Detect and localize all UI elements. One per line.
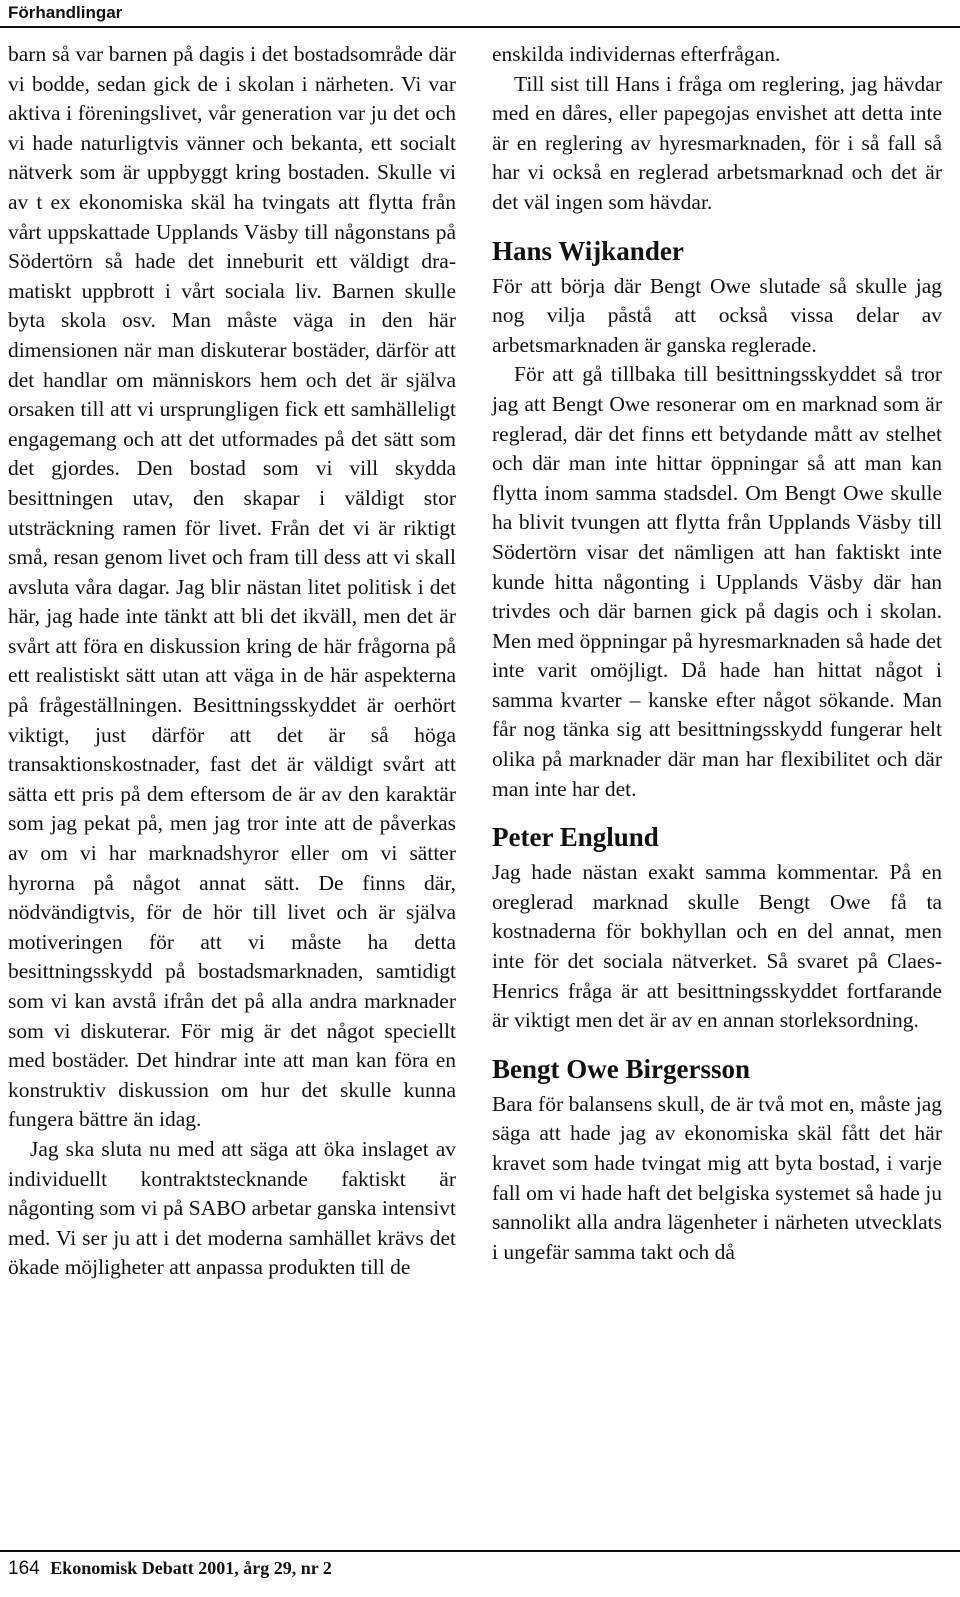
page-footer [0, 1550, 960, 1580]
body-paragraph: Bara för balansens skull, de är två mot en, måste jag säga att hade jag av ekonomiska skäl fått det här kravet som hade tvingat mig att byta bostad, i varje fall om vi hade haft det belgiska systemet så hade ju sannolikt alla andra lägenheter i närheten utvecklats i ungefär samma takt och då [492, 1091, 942, 1264]
left-column [8, 40, 456, 1283]
body-paragraph: Jag ska sluta nu med att säga att öka inslaget av individuellt kontraktstecknande faktiskt är någonting som vi på SABO arbetar ganska intensivt med. Vi ser ju att i det moderna samhället krävs det ökade möjligheter att anpassa produkten till de [8, 1136, 456, 1280]
body-paragraph: enskilda individernas efterfrågan. [492, 42, 781, 66]
body-paragraph: Jag hade nästan exakt samma kommentar. På en oreglerad marknad skulle Bengt Owe få ta kostnaderna för bokhyllan och en del annat, men inte för det sociala nätverket. Så svaret på Claes-Henrics fråga är att besittningsskyddet fortfarande är viktigt men det är av en annan storleksordning. [492, 860, 942, 1033]
body-paragraph: För att börja där Bengt Owe slutade så skulle jag nog vilja påstå att också vissa delar av arbetsmarknaden är ganska reglerade. [492, 273, 942, 357]
body-paragraph: barn så var barnen på dagis i det bostadsområde där vi bodde, sedan gick de i skolan i närheten. Vi var aktiva i föreningslivet, vår generation var ju det och vi hade naturligtvis vänner och bekanta, ett socialt nätverk som är uppbyggt kring bostaden. Skulle vi av t ex ekonomiska skäl ha tvingats att flytta från vårt uppskattade Upplands Väsby till någonstans på Södertörn så hade det inneburit ett väldigt dramatiskt uppbrott i vårt sociala liv. Barnen skulle byta skola osv. Man måste väga in den här dimensionen när man diskuterar bostäder, därför att det handlar om människors hem och det är själva orsaken till att vi ursprungligen fick ett samhälleligt engagemang och att det utformades på det sätt som det gjordes. Den bostad som vi vill skydda besittningen utav, den skapar i väldigt stor utsträckning ramen för livet. Från det vi är riktigt små, resan genom livet och fram till dess att vi skall avsluta våra dagar. Jag blir nästan litet politisk i det här, jag hade inte tänkt att bli det ikväll, men det är svårt att föra en diskussion kring de här frågorna på ett realistiskt sätt utan att väga in de här aspekterna på frågeställningen. Besittningsskyddet är oerhört viktigt, just därför att det är så höga transaktionskostnader, fast det är väldigt svårt att sätta ett pris på dem eftersom de är av den karaktär som jag pekat på, men jag tror inte att de påverkas av om vi har marknadshyror eller om vi sätter hyrorna på något annat sätt. De finns där, nödvändigtvis, för de hör till livet och är själva motiveringen för att vi måste ha detta besittningsskydd på bostadsmarknaden, samtidigt som vi kan avstå ifrån det på alla andra marknader som vi diskuterar. För mig är det något speciellt med bostäder. Det hindrar inte att man kan föra en konstruktiv diskussion om hur det skulle kunna fungera bättre än idag. [8, 42, 456, 1132]
speaker-heading: Peter Englund [492, 822, 659, 853]
page-number: 164 [8, 1558, 40, 1579]
speaker-heading: Hans Wijkander [492, 235, 684, 266]
journal-citation: Ekonomisk Debatt 2001, årg 29, nr 2 [50, 1558, 332, 1578]
body-paragraph: För att gå tillbaka till besittningsskyddet så tror jag att Bengt Owe resonerar om en marknad som är reglerad, där det finns ett betydande mått av stelhet och där man inte hittar öppningar så att man kan flytta inom samma stadsdel. Om Bengt Owe skulle ha blivit tvungen att flytta från Upplands Väsby till Södertörn visar det nämligen att han faktiskt inte kunde hitta någonting i Upplands Väsby där han trivdes och där barnen gick på dagis och i skolan. Men med öppningar på hyresmarknaden så hade det inte varit omöjligt. Då hade han hittat något i samma kvarter – kanske efter något sökande. Man får nog tänka sig att besittningsskydd fungerar helt olika på marknader där man har flexibilitet och där man inte har det. [492, 362, 942, 801]
body-paragraph: Till sist till Hans i fråga om reglering, jag hävdar med en dåres, eller papegojas envishet att detta inte är en reglering av hyresmarknaden, för i så fall så har vi också en reglerad arbetsmarknad och det är det väl ingen som hävdar. [492, 71, 942, 214]
speaker-heading: Bengt Owe Birgersson [492, 1053, 750, 1084]
right-column [492, 40, 942, 1267]
running-header [0, 0, 960, 28]
section-title: Förhandlingar [8, 3, 123, 22]
